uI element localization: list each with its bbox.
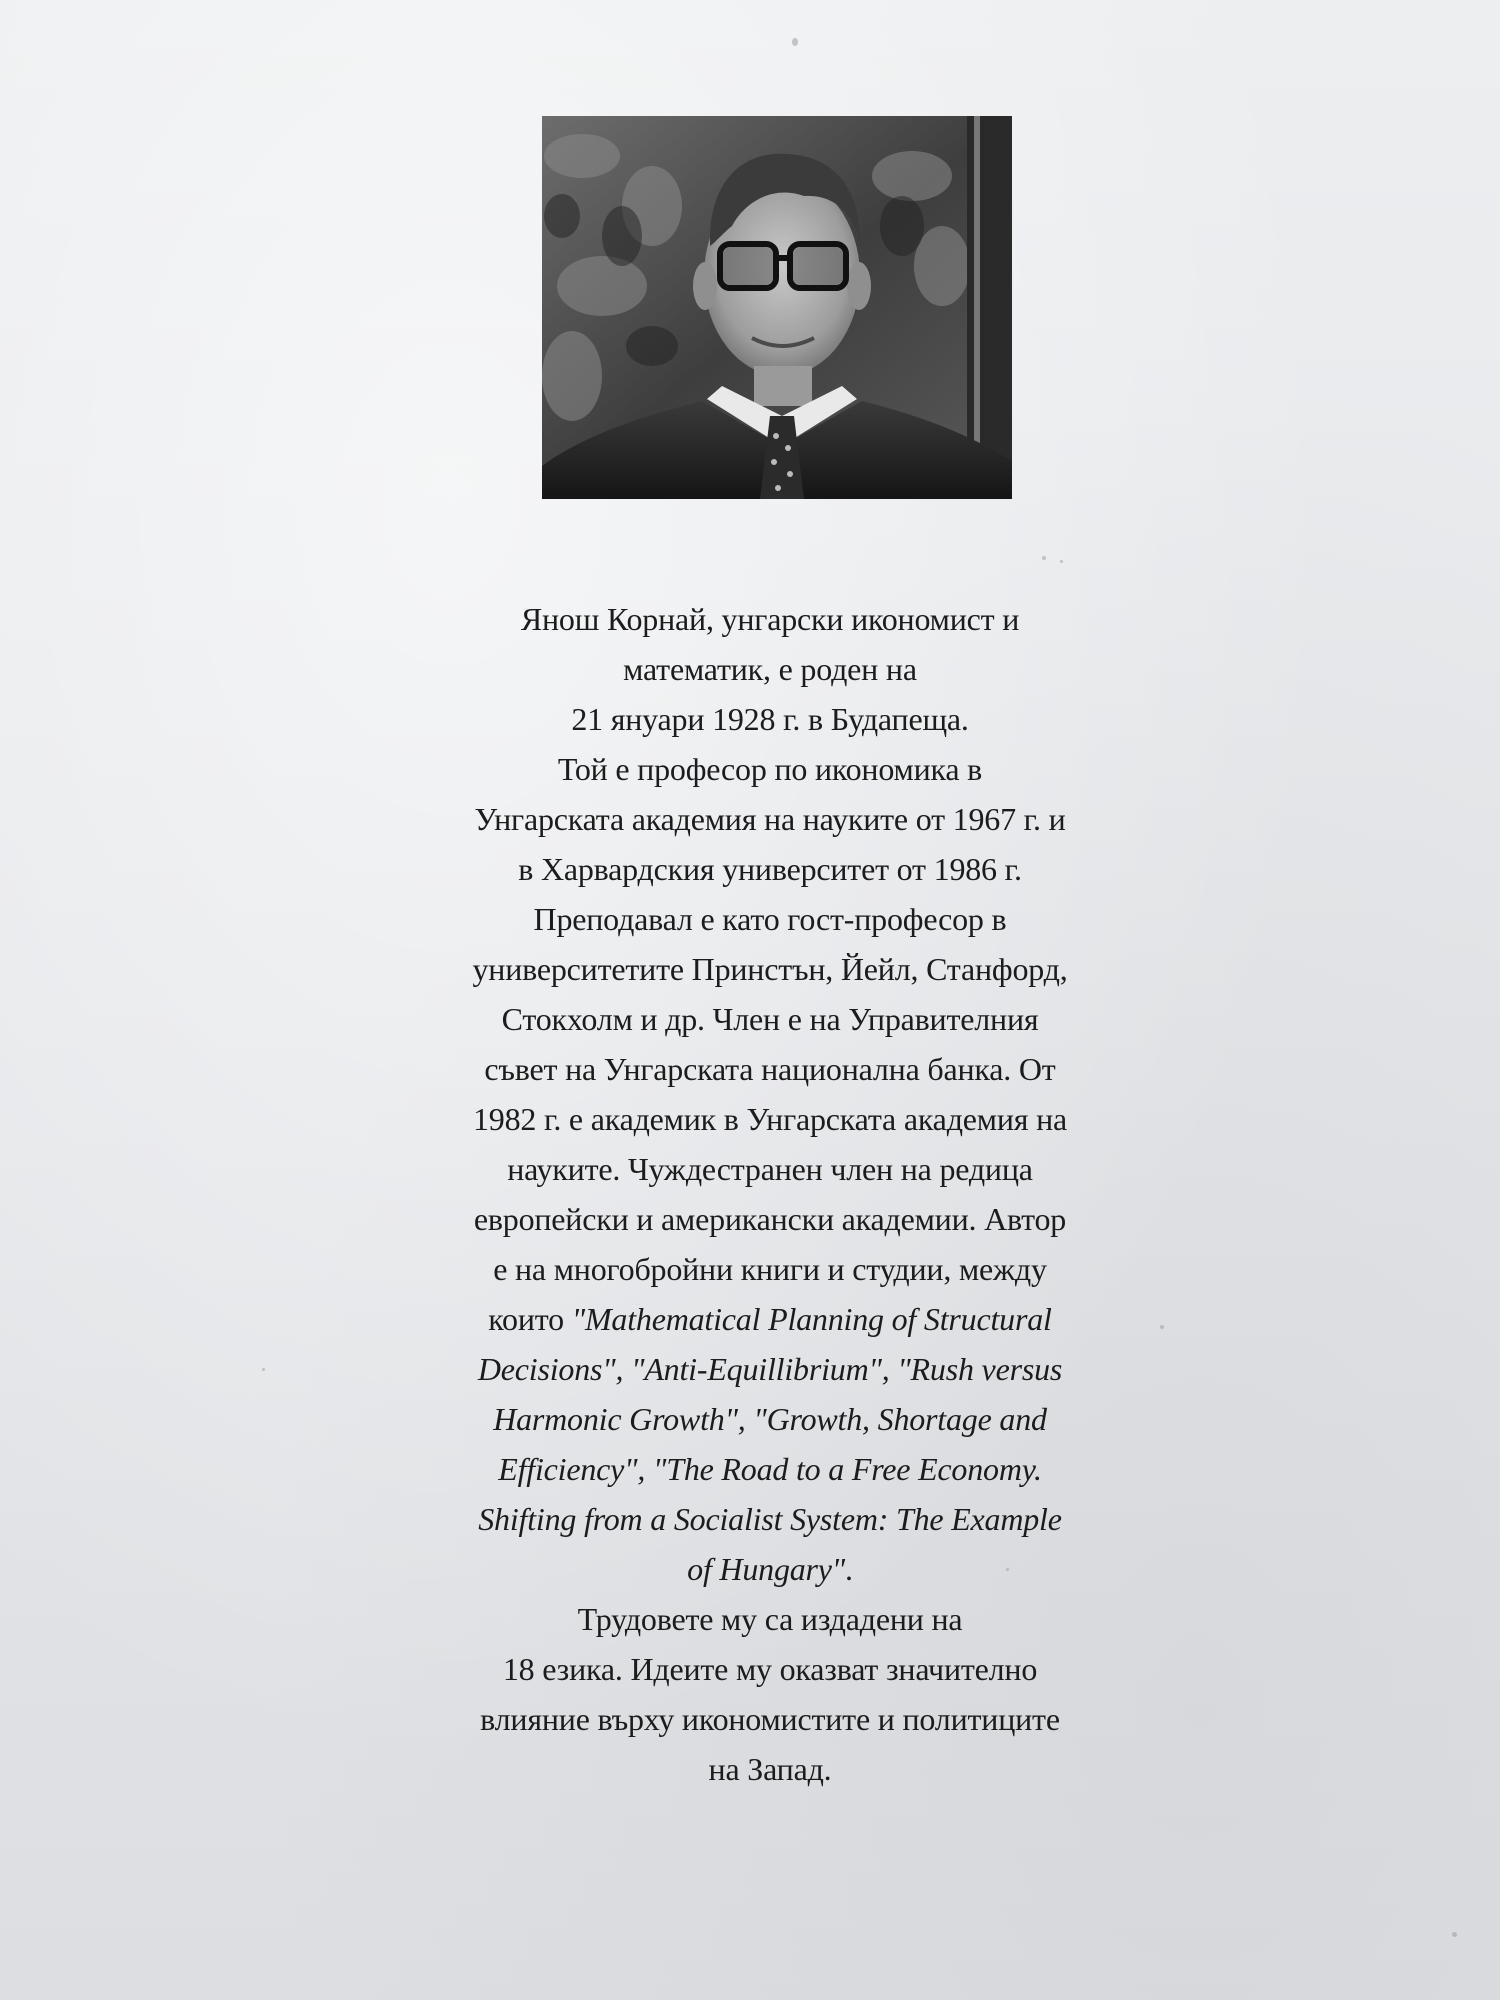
paper-speck <box>1060 560 1063 563</box>
book-titles-italic: Harmonic Growth", "Growth, Shortage and <box>493 1401 1047 1437</box>
bio-line: Трудовете му са издадени на <box>577 1601 963 1637</box>
bio-line: 21 януари 1928 г. в Будапеща. <box>571 701 969 737</box>
portrait-image <box>542 116 1012 499</box>
book-titles-italic: Efficiency", "The Road to a Free Economy. <box>498 1451 1042 1487</box>
bio-line: съвет на Унгарската национална банка. От <box>484 1051 1056 1087</box>
bio-line-italic <box>370 1344 1170 1394</box>
bio-line: Унгарската академия на науките от 1967 г. и <box>474 801 1066 837</box>
paper-speck <box>792 38 798 46</box>
bio-line: Янош Корнай, унгарски икономист и <box>520 601 1020 637</box>
bio-text: които <box>488 1301 572 1337</box>
bio-line: влияние върху икономистите и политиците <box>480 1701 1060 1737</box>
paper-speck <box>262 1368 265 1371</box>
paper-speck <box>1042 556 1046 560</box>
book-titles-italic: Decisions", "Anti-Equillibrium", "Rush versus <box>477 1351 1063 1387</box>
book-titles-italic: of Hungary" <box>687 1551 846 1587</box>
bio-line: 18 езика. Идеите му оказват значително <box>502 1651 1038 1687</box>
bio-line-mixed <box>370 1294 1170 1344</box>
bio-line: е на многобройни книги и студии, между <box>493 1251 1047 1287</box>
bio-line: университетите Принстън, Йейл, Станфорд, <box>472 951 1068 987</box>
bio-line-italic <box>370 1394 1170 1444</box>
bio-line: в Харвардския университет от 1986 г. <box>518 851 1022 887</box>
bio-line-mixed <box>370 1544 1170 1594</box>
bio-line: математик, е роден на <box>623 651 917 687</box>
author-biography <box>370 594 1170 1794</box>
bio-line: Стокхолм и др. Член е на Управителния <box>501 1001 1039 1037</box>
bio-line-italic <box>370 1444 1170 1494</box>
bio-line: европейски и американски академии. Автор <box>473 1201 1067 1237</box>
bio-line: на Запад. <box>708 1751 832 1787</box>
bio-line: Той е професор по икономика в <box>557 751 983 787</box>
bio-line: науките. Чуждестранен член на редица <box>507 1151 1033 1187</box>
bio-text: . <box>845 1551 853 1587</box>
bio-line-italic <box>370 1494 1170 1544</box>
bio-line: 1982 г. е академик в Унгарската академия на <box>473 1101 1067 1137</box>
author-portrait-photo <box>542 116 1012 499</box>
bio-line: Преподавал е като гост-професор в <box>533 901 1007 937</box>
paper-speck <box>1452 1932 1457 1937</box>
book-titles-italic: Shifting from a Socialist System: The Example <box>478 1501 1062 1537</box>
book-titles-italic: "Mathematical Planning of Structural <box>571 1301 1052 1337</box>
